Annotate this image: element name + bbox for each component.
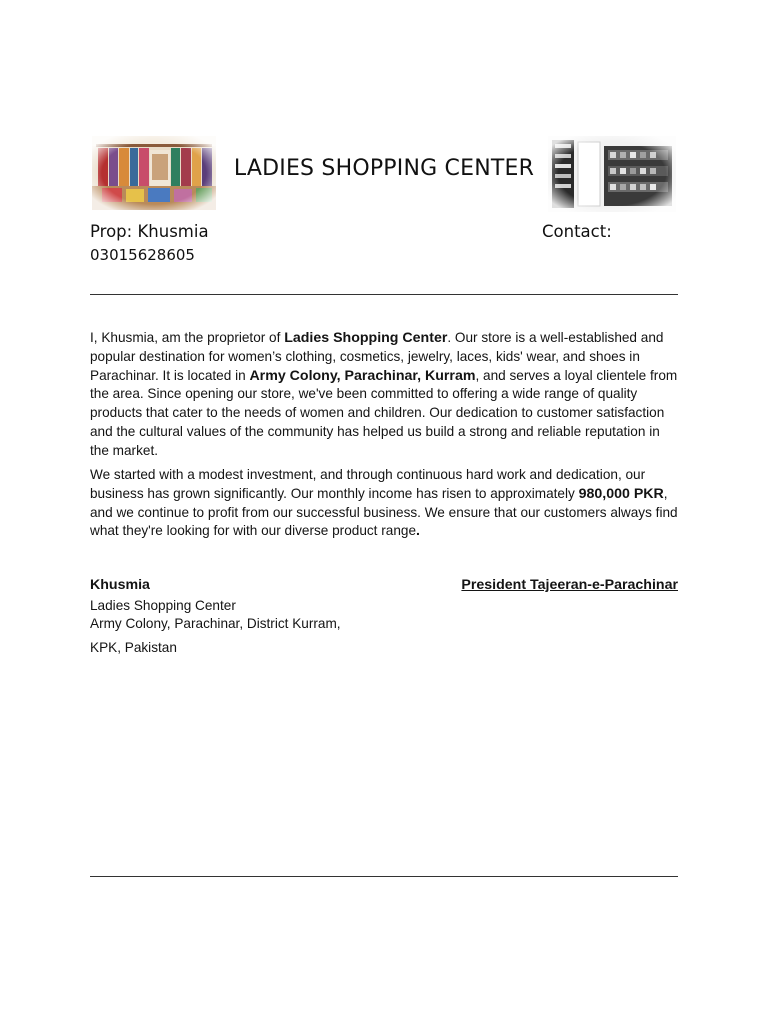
president-title: President Tajeeran-e-Parachinar: [461, 577, 678, 593]
location-bold: Army Colony, Parachinar, Kurram: [249, 367, 476, 384]
proprietor-label: Prop: Khusmia: [90, 222, 209, 241]
body-paragraph-2: We started with a modest investment, and through continuous hard work and dedication, our business has grown significantly. Our monthly income has risen to approximately 980,000 PKR, and we continue to profit from our successful business. We ensure that our customers always find what they're looking for with our diverse product range.: [90, 467, 678, 540]
signature-line-2: Army Colony, Parachinar, District Kurram,: [90, 616, 341, 631]
store-name-bold: Ladies Shopping Center: [284, 330, 448, 346]
header-divider: [90, 294, 678, 295]
page-title: LADIES SHOPPING CENTER: [233, 156, 535, 181]
signature-line-1: Ladies Shopping Center: [90, 598, 236, 613]
income-bold: 980,000 PKR: [578, 485, 664, 502]
body-paragraph-1: I, Khusmia, am the proprietor of Ladies Shopping Center. Our store is a well-established and popular destination for women’s clothing, cosmetics, jewelry, laces, kids' wear, and shoes in Parachinar. It is located in Army Colony, Parachinar, Kurram, and serves a loyal clientele from the area. Since opening our store, we've been committed to offering a wide range of quality products that cater to the needs of women and children. Our dedication to customer satisfaction and the cultural values of the community has helped us build a strong and reliable reputation in the market.: [90, 330, 678, 458]
footer-divider: [90, 876, 678, 877]
contact-phone: 03015628605: [90, 246, 195, 264]
contact-label: Contact:: [542, 222, 612, 241]
signature-name: Khusmia: [90, 577, 150, 593]
signature-line-3: KPK, Pakistan: [90, 640, 177, 655]
